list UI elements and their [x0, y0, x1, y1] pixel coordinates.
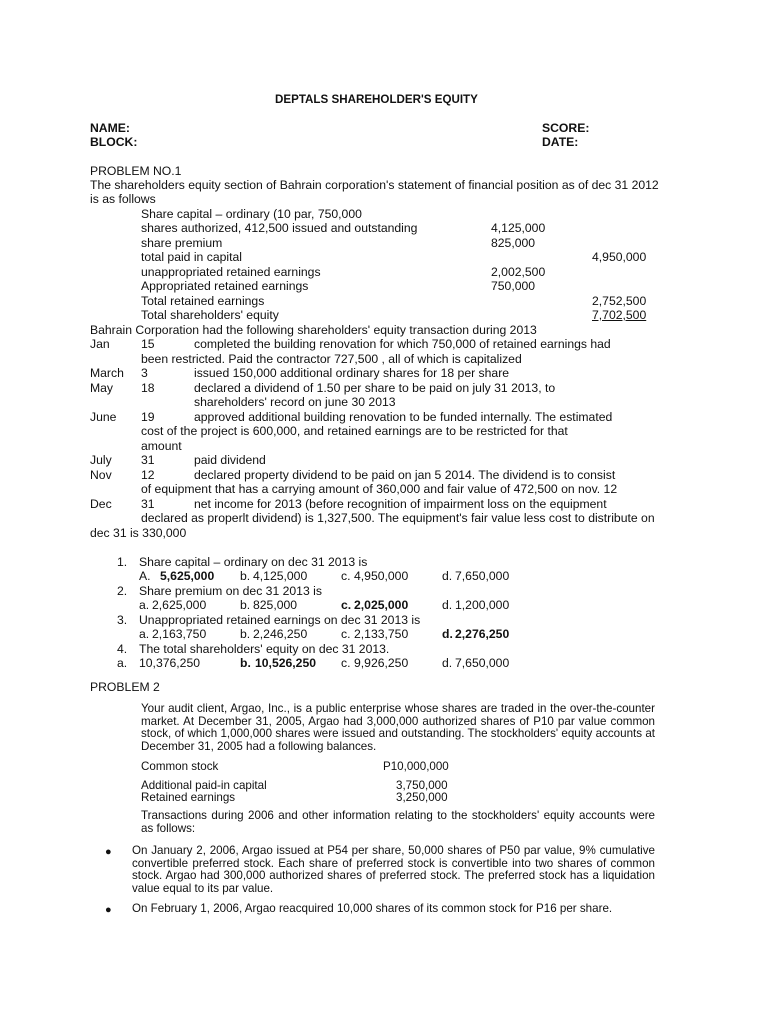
choice-value: 7,650,000	[455, 656, 510, 670]
equity-amount: 825,000	[491, 236, 536, 250]
equity-label: Total shareholders' equity	[141, 308, 279, 322]
txn-text: shareholders' record on june 30 2013	[194, 395, 396, 409]
choice-value-correct: 10,526,250	[255, 656, 316, 670]
choice-letter: c.	[341, 656, 351, 670]
choice-value: 2,163,750	[152, 627, 207, 641]
txn-text: declared a dividend of 1.50 per share to be paid on july 31 2013, to	[194, 381, 556, 395]
equity-amount: 2,002,500	[491, 265, 546, 279]
choice-value: 4,950,000	[354, 569, 409, 583]
txn-text: declared property dividend to be paid on jan 5 2014. The dividend is to consist	[194, 468, 616, 482]
choice-letter: b.	[240, 569, 251, 583]
choice-value: 1,200,000	[455, 598, 510, 612]
choice-value: 9,926,250	[354, 656, 409, 670]
txn-text: of equipment that has a carrying amount of 360,000 and fair value of 472,500 on nov. 12	[141, 482, 618, 496]
choice-letter: d.	[442, 627, 453, 641]
equity-label: total paid in capital	[141, 250, 242, 264]
txn-text: net income for 2013 (before recognition of impairment loss on the equipment	[194, 497, 607, 511]
choice-value-correct: 2,276,250	[455, 627, 510, 641]
transactions-intro: Bahrain Corporation had the following shareholders' equity transaction during 2013	[90, 323, 537, 337]
txn-text: amount	[141, 439, 182, 453]
balance-label: Retained earnings	[141, 791, 236, 804]
score-label: SCORE:	[542, 121, 590, 135]
question-text: Unappropriated retained earnings on dec 31 2013 is	[139, 613, 421, 627]
balance-label: Additional paid-in capital	[141, 779, 267, 792]
txn-month: July	[90, 453, 112, 467]
txn-day: 19	[141, 410, 155, 424]
balance-value: 3,750,000	[396, 779, 448, 792]
equity-label: shares authorized, 412,500 issued and outstanding	[141, 221, 418, 235]
question-number: 1.	[117, 555, 128, 569]
choice-letter: b.	[240, 598, 251, 612]
txn-month: May	[90, 381, 114, 395]
txn-month: Jan	[90, 337, 110, 351]
txn-day: 18	[141, 381, 155, 395]
equity-amount: 750,000	[491, 279, 536, 293]
bullet-icon: ●	[105, 904, 112, 916]
balance-label: Common stock	[141, 760, 219, 773]
date-label: DATE:	[542, 135, 579, 149]
txn-day: 31	[141, 497, 155, 511]
equity-amount: 4,125,000	[491, 221, 546, 235]
problem2-intro: Your audit client, Argao, Inc., is a public enterprise whose shares are traded in the over-the-counter market. At December 31, 2005, Argao had 3,000,000 authorized shares of P10 par value common stock, of which 1,000,000 shares were issued and outstanding. The stockholders' equity accounts at December 31, 2005 had a following balances.	[141, 702, 655, 753]
choice-letter: c.	[341, 598, 352, 612]
txn-text: declared as properlt dividend) is 1,327,500. The equipment's fair value less cost to distribute on	[141, 511, 655, 525]
txn-month: March	[90, 366, 124, 380]
choice-letter: c.	[341, 569, 351, 583]
equity-label: share premium	[141, 236, 223, 250]
txn-month: Nov	[90, 468, 112, 482]
choice-letter: A.	[139, 569, 151, 583]
equity-total: 4,950,000	[592, 250, 647, 264]
document-title: DEPTALS SHAREHOLDER'S EQUITY	[275, 93, 478, 106]
txn-text: issued 150,000 additional ordinary shares for 18 per share	[194, 366, 510, 380]
txn-day: 3	[141, 366, 148, 380]
choice-letter: c.	[341, 627, 351, 641]
bullet-item: On January 2, 2006, Argao issued at P54 per share, 50,000 shares of P50 par value, 9% cumulative convertible preferred stock. Each share of preferred stock is convertible into two shares of common stock. Argao had 300,000 authorized shares of preferred stock. The preferred stock has a liquidation value equal to its par value.	[132, 844, 655, 895]
choice-value: 7,650,000	[455, 569, 510, 583]
equity-label: Appropriated retained earnings	[141, 279, 309, 293]
question-number: 4.	[117, 642, 128, 656]
problem2-transactions-text: Transactions during 2006 and other information relating to the stockholders' equity accounts were as follows:	[141, 809, 655, 835]
question-text: The total shareholders' equity on dec 31 2013.	[139, 642, 390, 656]
choice-value: 2,133,750	[354, 627, 409, 641]
balance-value: P10,000,000	[383, 760, 449, 773]
txn-text: approved additional building renovation to be funded internally. The estimated	[194, 410, 613, 424]
bullet-icon: ●	[105, 846, 112, 858]
choice-value: 825,000	[253, 598, 298, 612]
choice-value: 2,625,000	[152, 598, 207, 612]
txn-text: been restricted. Paid the contractor 727,500 , all of which is capitalized	[141, 352, 522, 366]
choice-letter: a.	[139, 627, 150, 641]
equity-grand-total: 7,702,500	[592, 308, 647, 322]
choice-value: 10,376,250	[139, 656, 200, 670]
txn-day: 15	[141, 337, 155, 351]
equity-label: Share capital – ordinary (10 par, 750,000	[141, 207, 362, 221]
choice-value: 4,125,000	[253, 569, 308, 583]
problem1-intro: The shareholders equity section of Bahrain corporation's statement of financial position as of dec 31 2012	[90, 178, 659, 192]
question-number: 3.	[117, 613, 128, 627]
problem2-heading: PROBLEM 2	[90, 680, 160, 694]
choice-letter: a.	[117, 656, 128, 670]
txn-text: dec 31 is 330,000	[90, 526, 187, 540]
txn-day: 31	[141, 453, 155, 467]
choice-letter: b.	[240, 627, 251, 641]
choice-letter: d.	[442, 598, 453, 612]
choice-value-correct: 2,025,000	[354, 598, 409, 612]
choice-value-correct: 5,625,000	[160, 569, 215, 583]
choice-letter: a.	[139, 598, 150, 612]
txn-text: paid dividend	[194, 453, 266, 467]
choice-value: 2,246,250	[253, 627, 308, 641]
choice-letter: d.	[442, 656, 453, 670]
equity-total: 2,752,500	[592, 294, 647, 308]
question-text: Share premium on dec 31 2013 is	[139, 584, 322, 598]
question-number: 2.	[117, 584, 128, 598]
txn-text: cost of the project is 600,000, and retained earnings are to be restricted for that	[141, 424, 568, 438]
question-text: Share capital – ordinary on dec 31 2013 is	[139, 555, 368, 569]
block-label: BLOCK:	[90, 135, 138, 149]
txn-text: completed the building renovation for which 750,000 of retained earnings had	[194, 337, 611, 351]
txn-month: Dec	[90, 497, 112, 511]
equity-label: unappropriated retained earnings	[141, 265, 321, 279]
name-label: NAME:	[90, 121, 130, 135]
txn-month: June	[90, 410, 117, 424]
balance-value: 3,250,000	[396, 791, 448, 804]
problem1-intro: is as follows	[90, 192, 156, 206]
choice-letter: d.	[442, 569, 453, 583]
txn-day: 12	[141, 468, 155, 482]
choice-letter: b.	[240, 656, 251, 670]
problem1-heading: PROBLEM NO.1	[90, 164, 182, 178]
equity-label: Total retained earnings	[141, 294, 265, 308]
bullet-item: On February 1, 2006, Argao reacquired 10,000 shares of its common stock for P16 per share.	[132, 902, 613, 915]
